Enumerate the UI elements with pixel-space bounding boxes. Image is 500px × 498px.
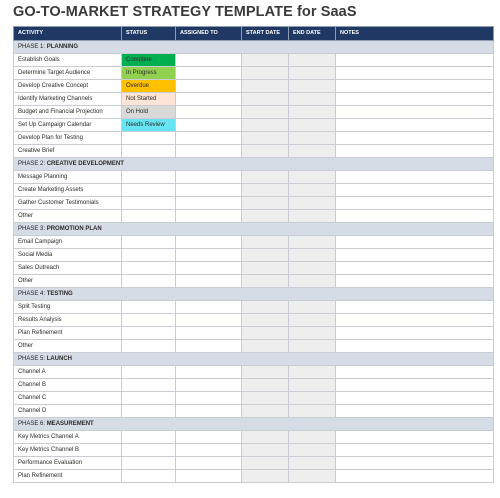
notes-cell[interactable] xyxy=(336,249,494,262)
end-date-cell[interactable] xyxy=(289,171,336,184)
notes-cell[interactable] xyxy=(336,405,494,418)
notes-cell[interactable] xyxy=(336,54,494,67)
activity-cell[interactable]: Plan Refinement xyxy=(14,327,122,340)
status-cell[interactable] xyxy=(122,314,176,327)
assigned-to-cell[interactable] xyxy=(176,171,242,184)
table-row xyxy=(14,119,494,132)
table-row xyxy=(14,314,494,327)
status-cell[interactable] xyxy=(122,431,176,444)
activity-cell[interactable]: Other xyxy=(14,275,122,288)
end-date-cell[interactable] xyxy=(289,210,336,223)
assigned-to-cell[interactable] xyxy=(176,314,242,327)
activity-cell[interactable]: Results Analysis xyxy=(14,314,122,327)
assigned-to-cell[interactable] xyxy=(176,80,242,93)
table-row xyxy=(14,470,494,483)
assigned-to-cell[interactable] xyxy=(176,236,242,249)
activity-cell[interactable]: Identify Marketing Channels xyxy=(14,93,122,106)
notes-cell[interactable] xyxy=(336,314,494,327)
activity-cell[interactable]: Other xyxy=(14,340,122,353)
phase-header xyxy=(14,41,494,54)
status-cell[interactable]: Complete xyxy=(122,54,176,67)
notes-cell[interactable] xyxy=(336,262,494,275)
phase-label: PHASE 1: xyxy=(18,43,46,50)
table-row xyxy=(14,197,494,210)
table-row xyxy=(14,80,494,93)
assigned-to-cell[interactable] xyxy=(176,431,242,444)
phase-name: LAUNCH xyxy=(46,355,73,362)
activity-cell[interactable]: Channel A xyxy=(14,366,122,379)
end-date-cell[interactable] xyxy=(289,249,336,262)
assigned-to-cell[interactable] xyxy=(176,366,242,379)
notes-cell[interactable] xyxy=(336,379,494,392)
start-date-cell[interactable] xyxy=(242,431,289,444)
phase-header xyxy=(14,288,494,301)
table-row xyxy=(14,171,494,184)
assigned-to-cell[interactable] xyxy=(176,132,242,145)
table-row xyxy=(14,210,494,223)
activity-cell[interactable]: Plan Refinement xyxy=(14,470,122,483)
end-date-cell[interactable] xyxy=(289,470,336,483)
phase-header-row xyxy=(14,288,494,301)
status-cell[interactable] xyxy=(122,236,176,249)
status-cell[interactable] xyxy=(122,145,176,158)
header-assigned-to: ASSIGNED TO xyxy=(176,27,242,41)
status-cell[interactable] xyxy=(122,366,176,379)
phase-header xyxy=(14,353,494,366)
assigned-to-cell[interactable] xyxy=(176,93,242,106)
notes-cell[interactable] xyxy=(336,392,494,405)
start-date-cell[interactable] xyxy=(242,184,289,197)
status-cell[interactable] xyxy=(122,184,176,197)
start-date-cell[interactable] xyxy=(242,106,289,119)
end-date-cell[interactable] xyxy=(289,67,336,80)
assigned-to-cell[interactable] xyxy=(176,67,242,80)
status-cell[interactable] xyxy=(122,249,176,262)
end-date-cell[interactable] xyxy=(289,132,336,145)
table-row xyxy=(14,54,494,67)
start-date-cell[interactable] xyxy=(242,262,289,275)
end-date-cell[interactable] xyxy=(289,184,336,197)
phase-label: PHASE 3: xyxy=(18,225,46,232)
status-cell[interactable] xyxy=(122,171,176,184)
status-cell[interactable] xyxy=(122,132,176,145)
status-cell[interactable]: Overdue xyxy=(122,80,176,93)
activity-cell[interactable]: Key Metrics Channel A xyxy=(14,431,122,444)
activity-cell[interactable]: Creative Brief xyxy=(14,145,122,158)
table-row xyxy=(14,184,494,197)
notes-cell[interactable] xyxy=(336,301,494,314)
notes-cell[interactable] xyxy=(336,340,494,353)
activity-cell[interactable]: Develop Creative Concept xyxy=(14,80,122,93)
start-date-cell[interactable] xyxy=(242,249,289,262)
phase-header-row xyxy=(14,353,494,366)
table-row xyxy=(14,405,494,418)
status-cell[interactable] xyxy=(122,457,176,470)
start-date-cell[interactable] xyxy=(242,119,289,132)
table-row xyxy=(14,457,494,470)
end-date-cell[interactable] xyxy=(289,431,336,444)
assigned-to-cell[interactable] xyxy=(176,210,242,223)
start-date-cell[interactable] xyxy=(242,470,289,483)
end-date-cell[interactable] xyxy=(289,405,336,418)
start-date-cell[interactable] xyxy=(242,197,289,210)
phase-header-row xyxy=(14,223,494,236)
activity-cell[interactable]: Message Planning xyxy=(14,171,122,184)
activity-cell[interactable]: Gather Customer Testimonials xyxy=(14,197,122,210)
notes-cell[interactable] xyxy=(336,210,494,223)
assigned-to-cell[interactable] xyxy=(176,340,242,353)
status-cell[interactable] xyxy=(122,340,176,353)
notes-cell[interactable] xyxy=(336,275,494,288)
assigned-to-cell[interactable] xyxy=(176,301,242,314)
assigned-to-cell[interactable] xyxy=(176,145,242,158)
end-date-cell[interactable] xyxy=(289,327,336,340)
activity-cell[interactable]: Key Metrics Channel B xyxy=(14,444,122,457)
notes-cell[interactable] xyxy=(336,93,494,106)
header-start-date: START DATE xyxy=(242,27,289,41)
activity-cell[interactable]: Budget and Financial Projection xyxy=(14,106,122,119)
notes-cell[interactable] xyxy=(336,457,494,470)
activity-cell[interactable]: Performance Evaluation xyxy=(14,457,122,470)
status-cell[interactable] xyxy=(122,379,176,392)
status-cell[interactable] xyxy=(122,210,176,223)
end-date-cell[interactable] xyxy=(289,392,336,405)
table-row xyxy=(14,340,494,353)
activity-cell[interactable]: Sales Outreach xyxy=(14,262,122,275)
notes-cell[interactable] xyxy=(336,197,494,210)
notes-cell[interactable] xyxy=(336,171,494,184)
status-cell[interactable]: On Hold xyxy=(122,106,176,119)
phase-label: PHASE 6: xyxy=(18,420,46,427)
end-date-cell[interactable] xyxy=(289,80,336,93)
status-cell[interactable]: In Progress xyxy=(122,67,176,80)
phase-name: PLANNING xyxy=(46,43,79,50)
phase-name: PROMOTION PLAN xyxy=(46,225,102,232)
status-cell[interactable] xyxy=(122,470,176,483)
assigned-to-cell[interactable] xyxy=(176,444,242,457)
assigned-to-cell[interactable] xyxy=(176,275,242,288)
status-cell[interactable] xyxy=(122,444,176,457)
phase-header xyxy=(14,158,494,171)
table-row xyxy=(14,379,494,392)
table-row xyxy=(14,236,494,249)
header-status: STATUS xyxy=(122,27,176,41)
assigned-to-cell[interactable] xyxy=(176,249,242,262)
assigned-to-cell[interactable] xyxy=(176,379,242,392)
start-date-cell[interactable] xyxy=(242,67,289,80)
status-cell[interactable] xyxy=(122,405,176,418)
start-date-cell[interactable] xyxy=(242,54,289,67)
end-date-cell[interactable] xyxy=(289,340,336,353)
activity-cell[interactable]: Set Up Campaign Calendar xyxy=(14,119,122,132)
start-date-cell[interactable] xyxy=(242,314,289,327)
end-date-cell[interactable] xyxy=(289,379,336,392)
activity-cell[interactable]: Channel C xyxy=(14,392,122,405)
phase-header-row xyxy=(14,158,494,171)
activity-cell[interactable]: Split Testing xyxy=(14,301,122,314)
end-date-cell[interactable] xyxy=(289,444,336,457)
end-date-cell[interactable] xyxy=(289,145,336,158)
phase-name: TESTING xyxy=(46,290,73,297)
assigned-to-cell[interactable] xyxy=(176,197,242,210)
status-cell[interactable] xyxy=(122,197,176,210)
table-body xyxy=(14,41,494,483)
table-row xyxy=(14,275,494,288)
assigned-to-cell[interactable] xyxy=(176,457,242,470)
strategy-table xyxy=(13,26,494,483)
table-row xyxy=(14,145,494,158)
status-cell[interactable] xyxy=(122,262,176,275)
assigned-to-cell[interactable] xyxy=(176,470,242,483)
end-date-cell[interactable] xyxy=(289,119,336,132)
assigned-to-cell[interactable] xyxy=(176,327,242,340)
status-cell[interactable]: Needs Review xyxy=(122,119,176,132)
status-cell[interactable] xyxy=(122,275,176,288)
end-date-cell[interactable] xyxy=(289,236,336,249)
table-row xyxy=(14,366,494,379)
start-date-cell[interactable] xyxy=(242,301,289,314)
assigned-to-cell[interactable] xyxy=(176,405,242,418)
assigned-to-cell[interactable] xyxy=(176,184,242,197)
phase-header xyxy=(14,418,494,431)
activity-cell[interactable]: Create Marketing Assets xyxy=(14,184,122,197)
table-row xyxy=(14,106,494,119)
start-date-cell[interactable] xyxy=(242,275,289,288)
assigned-to-cell[interactable] xyxy=(176,262,242,275)
table-row xyxy=(14,262,494,275)
table-row xyxy=(14,392,494,405)
notes-cell[interactable] xyxy=(336,444,494,457)
assigned-to-cell[interactable] xyxy=(176,119,242,132)
table-row xyxy=(14,301,494,314)
start-date-cell[interactable] xyxy=(242,379,289,392)
end-date-cell[interactable] xyxy=(289,262,336,275)
table-row xyxy=(14,132,494,145)
table-header xyxy=(14,27,494,41)
start-date-cell[interactable] xyxy=(242,93,289,106)
phase-label: PHASE 5: xyxy=(18,355,46,362)
table-row xyxy=(14,93,494,106)
notes-cell[interactable] xyxy=(336,431,494,444)
start-date-cell[interactable] xyxy=(242,392,289,405)
header-activity: ACTIVITY xyxy=(14,27,122,41)
start-date-cell[interactable] xyxy=(242,444,289,457)
phase-name: CREATIVE DEVELOPMENT xyxy=(46,160,124,167)
start-date-cell[interactable] xyxy=(242,171,289,184)
phase-label: PHASE 4: xyxy=(18,290,46,297)
activity-cell[interactable]: Channel D xyxy=(14,405,122,418)
page-title: GO-TO-MARKET STRATEGY TEMPLATE for SaaS xyxy=(13,4,357,20)
phase-header-row xyxy=(14,41,494,54)
end-date-cell[interactable] xyxy=(289,275,336,288)
notes-cell[interactable] xyxy=(336,327,494,340)
notes-cell[interactable] xyxy=(336,184,494,197)
start-date-cell[interactable] xyxy=(242,132,289,145)
table-row xyxy=(14,249,494,262)
start-date-cell[interactable] xyxy=(242,366,289,379)
header-row xyxy=(14,27,494,41)
status-cell[interactable]: Not Started xyxy=(122,93,176,106)
phase-header-row xyxy=(14,418,494,431)
table-row xyxy=(14,431,494,444)
notes-cell[interactable] xyxy=(336,132,494,145)
assigned-to-cell[interactable] xyxy=(176,54,242,67)
phase-name: MEASUREMENT xyxy=(46,420,94,427)
start-date-cell[interactable] xyxy=(242,80,289,93)
assigned-to-cell[interactable] xyxy=(176,392,242,405)
notes-cell[interactable] xyxy=(336,366,494,379)
end-date-cell[interactable] xyxy=(289,54,336,67)
activity-cell[interactable]: Establish Goals xyxy=(14,54,122,67)
end-date-cell[interactable] xyxy=(289,301,336,314)
end-date-cell[interactable] xyxy=(289,93,336,106)
status-cell[interactable] xyxy=(122,301,176,314)
start-date-cell[interactable] xyxy=(242,210,289,223)
start-date-cell[interactable] xyxy=(242,236,289,249)
end-date-cell[interactable] xyxy=(289,106,336,119)
status-cell[interactable] xyxy=(122,327,176,340)
table-row xyxy=(14,327,494,340)
notes-cell[interactable] xyxy=(336,236,494,249)
assigned-to-cell[interactable] xyxy=(176,106,242,119)
table-row xyxy=(14,67,494,80)
end-date-cell[interactable] xyxy=(289,197,336,210)
header-notes: NOTES xyxy=(336,27,494,41)
notes-cell[interactable] xyxy=(336,80,494,93)
start-date-cell[interactable] xyxy=(242,340,289,353)
end-date-cell[interactable] xyxy=(289,366,336,379)
end-date-cell[interactable] xyxy=(289,314,336,327)
start-date-cell[interactable] xyxy=(242,327,289,340)
activity-cell[interactable]: Determine Target Audience xyxy=(14,67,122,80)
phase-label: PHASE 2: xyxy=(18,160,46,167)
activity-cell[interactable]: Channel B xyxy=(14,379,122,392)
header-end-date: END DATE xyxy=(289,27,336,41)
activity-cell[interactable]: Email Campaign xyxy=(14,236,122,249)
end-date-cell[interactable] xyxy=(289,457,336,470)
notes-cell[interactable] xyxy=(336,470,494,483)
activity-cell[interactable]: Other xyxy=(14,210,122,223)
phase-header xyxy=(14,223,494,236)
start-date-cell[interactable] xyxy=(242,405,289,418)
start-date-cell[interactable] xyxy=(242,457,289,470)
notes-cell[interactable] xyxy=(336,106,494,119)
start-date-cell[interactable] xyxy=(242,145,289,158)
notes-cell[interactable] xyxy=(336,67,494,80)
table-row xyxy=(14,444,494,457)
activity-cell[interactable]: Social Media xyxy=(14,249,122,262)
activity-cell[interactable]: Develop Plan for Testing xyxy=(14,132,122,145)
notes-cell[interactable] xyxy=(336,119,494,132)
status-cell[interactable] xyxy=(122,392,176,405)
notes-cell[interactable] xyxy=(336,145,494,158)
